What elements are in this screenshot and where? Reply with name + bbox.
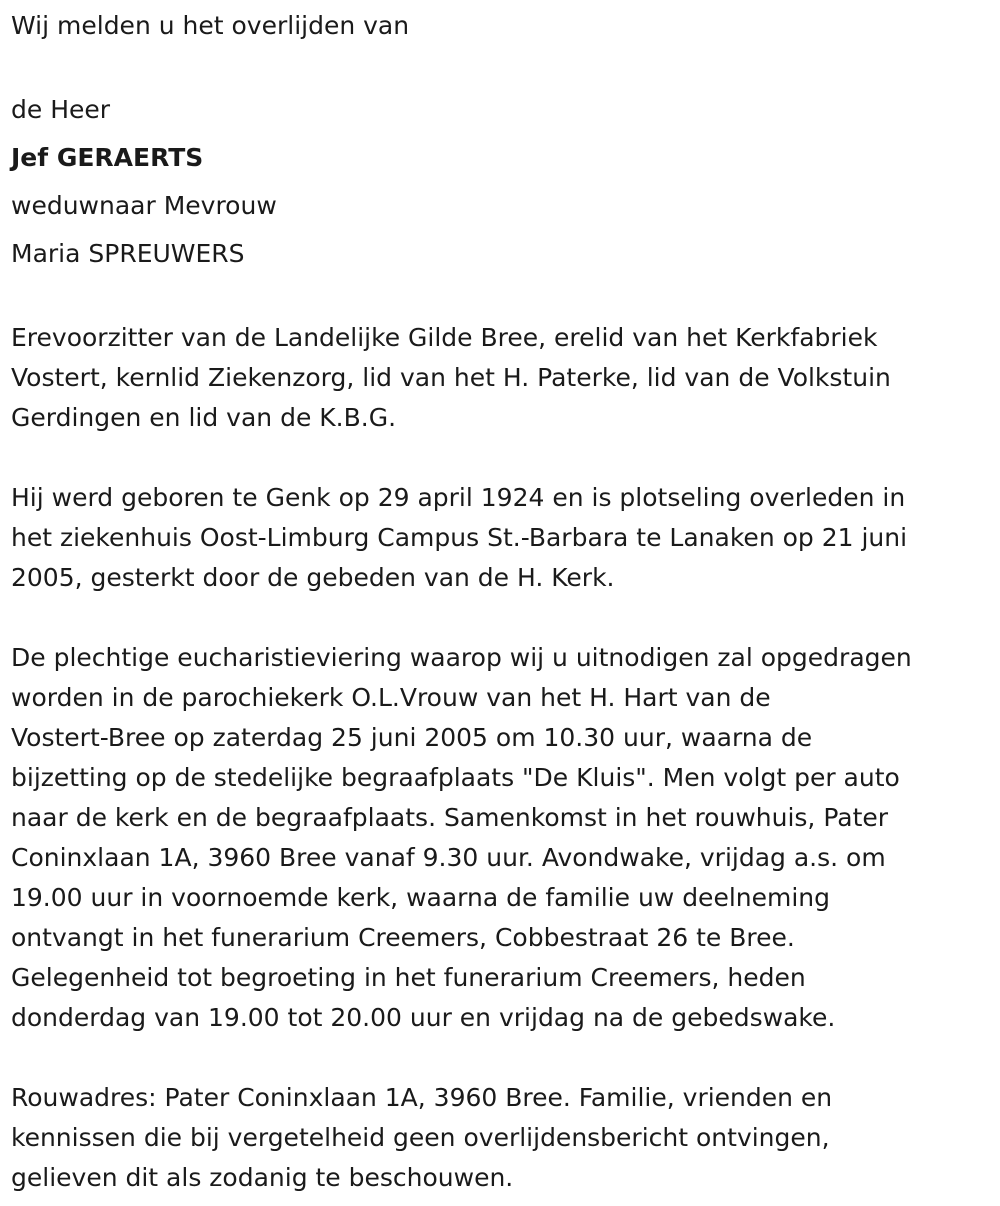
paragraph-line: naar de kerk en de begraafplaats. Samenkomst in het rouwhuis, Pater [11, 803, 889, 832]
paragraph-line: Coninxlaan 1A, 3960 Bree vanaf 9.30 uur. Avondwake, vrijdag a.s. om [11, 843, 886, 872]
paragraph-line: Gelegenheid tot begroeting in het funerarium Creemers, heden [11, 963, 806, 992]
obituary-document [11, 0, 986, 1198]
paragraph-line: worden in de parochiekerk O.L.Vrouw van het H. Hart van de [11, 683, 771, 712]
paragraph-line: De plechtige eucharistieviering waarop wij u uitnodigen zal opgedragen [11, 643, 912, 672]
intro-text: Wij melden u het overlijden van [11, 11, 410, 40]
paragraph-line: bijzetting op de stedelijke begraafplaats "De Kluis". Men volgt per auto [11, 763, 900, 792]
paragraph-line: ontvangt in het funerarium Creemers, Cobbestraat 26 te Bree. [11, 923, 795, 952]
paragraph-birth-death [11, 478, 986, 598]
paragraph-address [11, 1078, 986, 1198]
paragraph-line: Hij werd geboren te Genk op 29 april 1924 en is plotseling overleden in [11, 483, 906, 512]
spouse-name: Maria SPREUWERS [11, 239, 245, 268]
paragraph-line: 19.00 uur in voornoemde kerk, waarna de familie uw deelneming [11, 883, 831, 912]
paragraph-line: Rouwadres: Pater Coninxlaan 1A, 3960 Bree. Familie, vrienden en [11, 1083, 833, 1112]
paragraph-line: donderdag van 19.00 tot 20.00 uur en vrijdag na de gebedswake. [11, 1003, 836, 1032]
honorific: de Heer [11, 95, 111, 124]
deceased-block [11, 86, 986, 278]
paragraph-line: het ziekenhuis Oost-Limburg Campus St.-Barbara te Lanaken op 21 juni [11, 523, 908, 552]
paragraph-line: 2005, gesterkt door de gebeden van de H. Kerk. [11, 563, 615, 592]
paragraph-ceremony [11, 638, 986, 1038]
paragraph-line: Gerdingen en lid van de K.B.G. [11, 403, 397, 432]
paragraph-roles [11, 318, 986, 438]
paragraph-line: Vostert-Bree op zaterdag 25 juni 2005 om 10.30 uur, waarna de [11, 723, 813, 752]
paragraph-line: Erevoorzitter van de Landelijke Gilde Bree, erelid van het Kerkfabriek [11, 323, 878, 352]
paragraph-line: gelieven dit als zodanig te beschouwen. [11, 1163, 514, 1192]
paragraph-line: Vostert, kernlid Ziekenzorg, lid van het H. Paterke, lid van de Volkstuin [11, 363, 891, 392]
paragraph-line: kennissen die bij vergetelheid geen overlijdensbericht ontvingen, [11, 1123, 830, 1152]
relation-text: weduwnaar Mevrouw [11, 191, 277, 220]
deceased-name: Jef GERAERTS [11, 143, 204, 172]
